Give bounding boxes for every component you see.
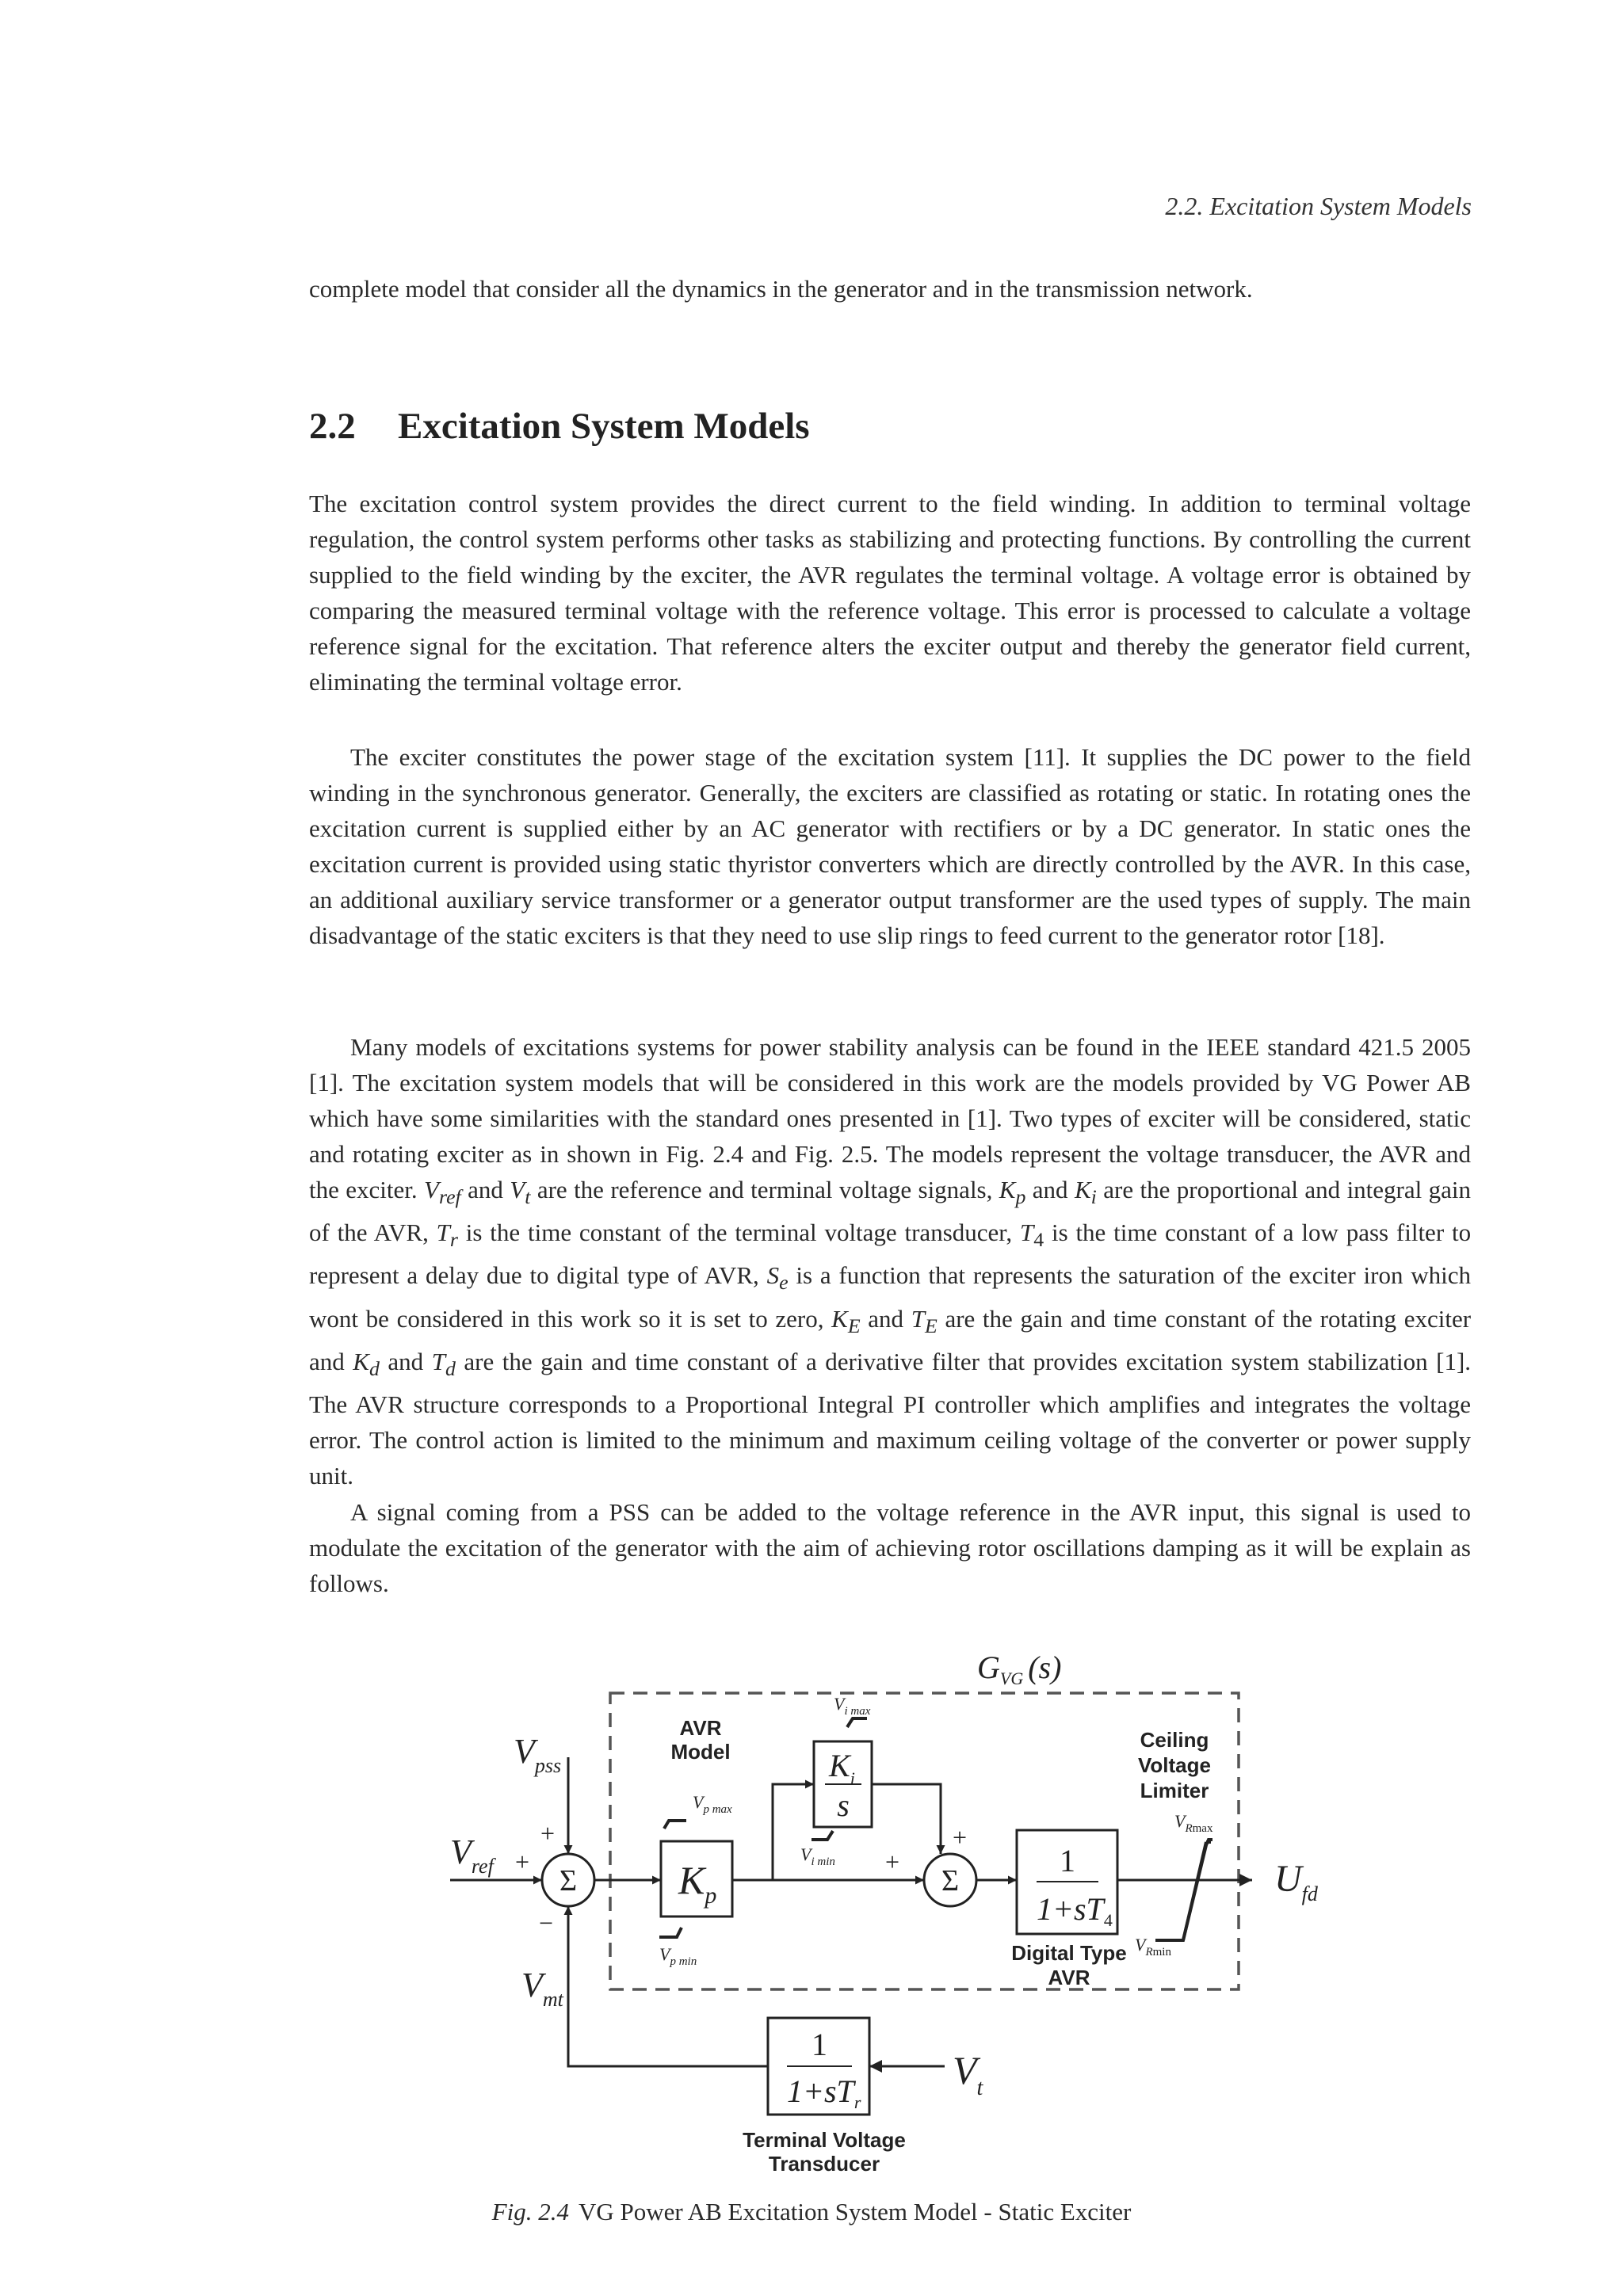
- sign-kp-plus: +: [885, 1848, 900, 1876]
- symbol-tr: $T_r$: [436, 1219, 458, 1252]
- kp-limits-low: [659, 1928, 682, 1937]
- paragraph-exciter: The exciter constitutes the power stage of the excitation system [11]. It supplies the DC power to the field winding in the synchronous generator. Generally, the exciters are classified as rotating or static. In rotating ones the excitation current is supplied either by an AC generator with rectifiers or by a DC generator. In static ones the excitation current is provided using static thyristor converters which are directly controlled by the AVR. In this case, an additional auxiliary service transformer or a generator output transformer are the used types of supply. The main disadvantage of the static exciters is that they need to use slip rings to feed current to the generator rotor [18].: [309, 743, 1471, 949]
- section-number: 2.2: [309, 406, 356, 447]
- running-header: 2.2. Excitation System Models: [1165, 192, 1472, 220]
- word-and: and: [868, 1304, 904, 1333]
- kp-limits: [664, 1821, 686, 1829]
- vrmax-label: $V_R\max$: [1174, 1811, 1213, 1835]
- ceiling-label-3: Limiter: [1140, 1779, 1209, 1802]
- p3-part-b: are the reference and terminal voltage signals,: [537, 1176, 993, 1203]
- figure-caption-text: VG Power AB Excitation System Model - Static Exciter: [578, 2198, 1132, 2225]
- vpmax-label: $V_{p max}$: [693, 1792, 732, 1816]
- p3-part-e: is the time constant of a low pass filter to represent a delay due to digital type of AVR,: [309, 1219, 1472, 1290]
- intro-line: complete model that consider all the dynamics in the generator and in the transmission network.: [309, 275, 1253, 303]
- p3-part-d: is the time constant of the terminal voltage transducer,: [465, 1219, 1013, 1247]
- section-heading: Excitation System Models: [398, 406, 810, 447]
- avr-model-label-2: Model: [670, 1740, 731, 1764]
- ki-block-text: $K_i$: [829, 1748, 855, 1788]
- sign-ref-plus: +: [515, 1848, 530, 1876]
- symbol-td: $T_d$: [431, 1347, 456, 1380]
- symbol-te: $T_E$: [911, 1304, 938, 1337]
- p3-part-f: is a function that represents the saturation of the exciter iron which wont be considered in this work so it is set to zero,: [309, 1261, 1472, 1333]
- transducer-block-num: 1: [812, 2027, 827, 2062]
- sum-1-sigma: Σ: [559, 1864, 578, 1897]
- ki-limits-low: [812, 1831, 833, 1840]
- vpmin-label: $V_{p min}$: [659, 1944, 697, 1968]
- p3-part-h: are the gain and time constant of a derivative filter that provides excitation system stabilization [1]. The AVR structure corresponds to a Proportional Integral PI controller which amplifies and integrates the voltage error. The control action is limited to the minimum and maximum ceiling voltage of the converter or power supply unit.: [309, 1347, 1472, 1489]
- ufd-label: $U_{fd}$: [1274, 1858, 1318, 1905]
- p3-part-g: are the gain and time constant of the rotating exciter and: [309, 1304, 1472, 1375]
- figure-caption: [0, 2198, 1623, 2226]
- transducer-block-den: $1+sT_r$: [787, 2073, 861, 2112]
- symbol-ki: $K_i$: [1074, 1176, 1097, 1209]
- word-and: and: [468, 1176, 503, 1203]
- vref-label: $V_{ref}$: [450, 1833, 494, 1878]
- symbol-kp: $K_p$: [999, 1176, 1026, 1209]
- sign-ki-plus: +: [953, 1823, 968, 1852]
- symbol-se: $S_e$: [766, 1261, 789, 1295]
- word-and: and: [388, 1347, 424, 1375]
- paragraph-pss: A signal coming from a PSS can be added to the voltage reference in the AVR input, this signal is used to modulate the excitation of the generator with the aim of achieving rotor oscillations damping as it will be explain as follows.: [309, 1498, 1471, 1597]
- digital-label-2: AVR: [1048, 1966, 1090, 1989]
- vt-label: $V_t$: [953, 2048, 983, 2100]
- ki-limits: [847, 1718, 867, 1727]
- digital-block-num: 1: [1060, 1843, 1075, 1878]
- sum-2-sigma: Σ: [941, 1864, 960, 1897]
- sign-fb-minus: −: [539, 1909, 554, 1937]
- vrmin-label: $V_R\min$: [1135, 1935, 1171, 1958]
- vimax-label: $V_{i max}$: [834, 1694, 871, 1718]
- avr-model-label-1: AVR: [679, 1716, 722, 1740]
- symbol-ke: $K_E$: [831, 1304, 861, 1337]
- symbol-vref: $V_{ref}$: [424, 1176, 461, 1209]
- figure-caption-label: Fig. 2.4: [491, 2198, 569, 2225]
- ceiling-label-1: Ceiling: [1140, 1728, 1209, 1752]
- word-and: and: [1032, 1176, 1068, 1203]
- ki-block-s: s: [837, 1787, 850, 1823]
- vpss-label: $V_{pss}$: [514, 1732, 562, 1777]
- vimin-label: $V_{i min}$: [800, 1844, 835, 1868]
- sign-pss-plus: +: [540, 1819, 556, 1848]
- symbol-t4: $T_4$: [1019, 1219, 1044, 1252]
- symbol-kd: $K_d$: [353, 1347, 380, 1380]
- paragraph-excitation-control: The excitation control system provides the direct current to the field winding. In addition to terminal voltage regulation, the control system performs other tasks as stabilizing and protecting functions. By controlling the current supplied to the field winding by the exciter, the AVR regulates the terminal voltage. A voltage error is obtained by comparing the measured terminal voltage with the reference voltage. This error is processed to calculate a voltage reference signal for the excitation. That reference alters the exciter output and thereby the generator field current, eliminating the terminal voltage error.: [309, 490, 1471, 696]
- digital-label-1: Digital Type: [1011, 1941, 1127, 1965]
- vmt-label: $V_{mt}$: [521, 1966, 563, 2011]
- transducer-label-1: Terminal Voltage: [743, 2128, 906, 2152]
- digital-block-den: $1+sT_4$: [1037, 1891, 1113, 1930]
- transducer-label-2: Transducer: [768, 2152, 880, 2176]
- p3-part-a: Many models of excitations systems for power stability analysis can be found in the IEEE standard 421.5 2005 [1]. The excitation system models that will be considered in this work are the models provided by VG Power AB which have some similarities with the standard ones presented in [1]. Two types of exciter will be considered, static and rotating exciter as in shown in Fig. 2.4 and Fig. 2.5. The models represent the voltage transducer, the AVR and the exciter.: [309, 1033, 1471, 1203]
- gvg-label: $G_{VG}$ (s): [977, 1650, 1062, 1688]
- ceiling-label-2: Voltage: [1138, 1753, 1211, 1777]
- kp-block-text: $K_p$: [678, 1858, 717, 1909]
- symbol-vt: $V_t$: [510, 1176, 531, 1209]
- p3-part-c: are the proportional and integral gain of the AVR,: [309, 1176, 1472, 1247]
